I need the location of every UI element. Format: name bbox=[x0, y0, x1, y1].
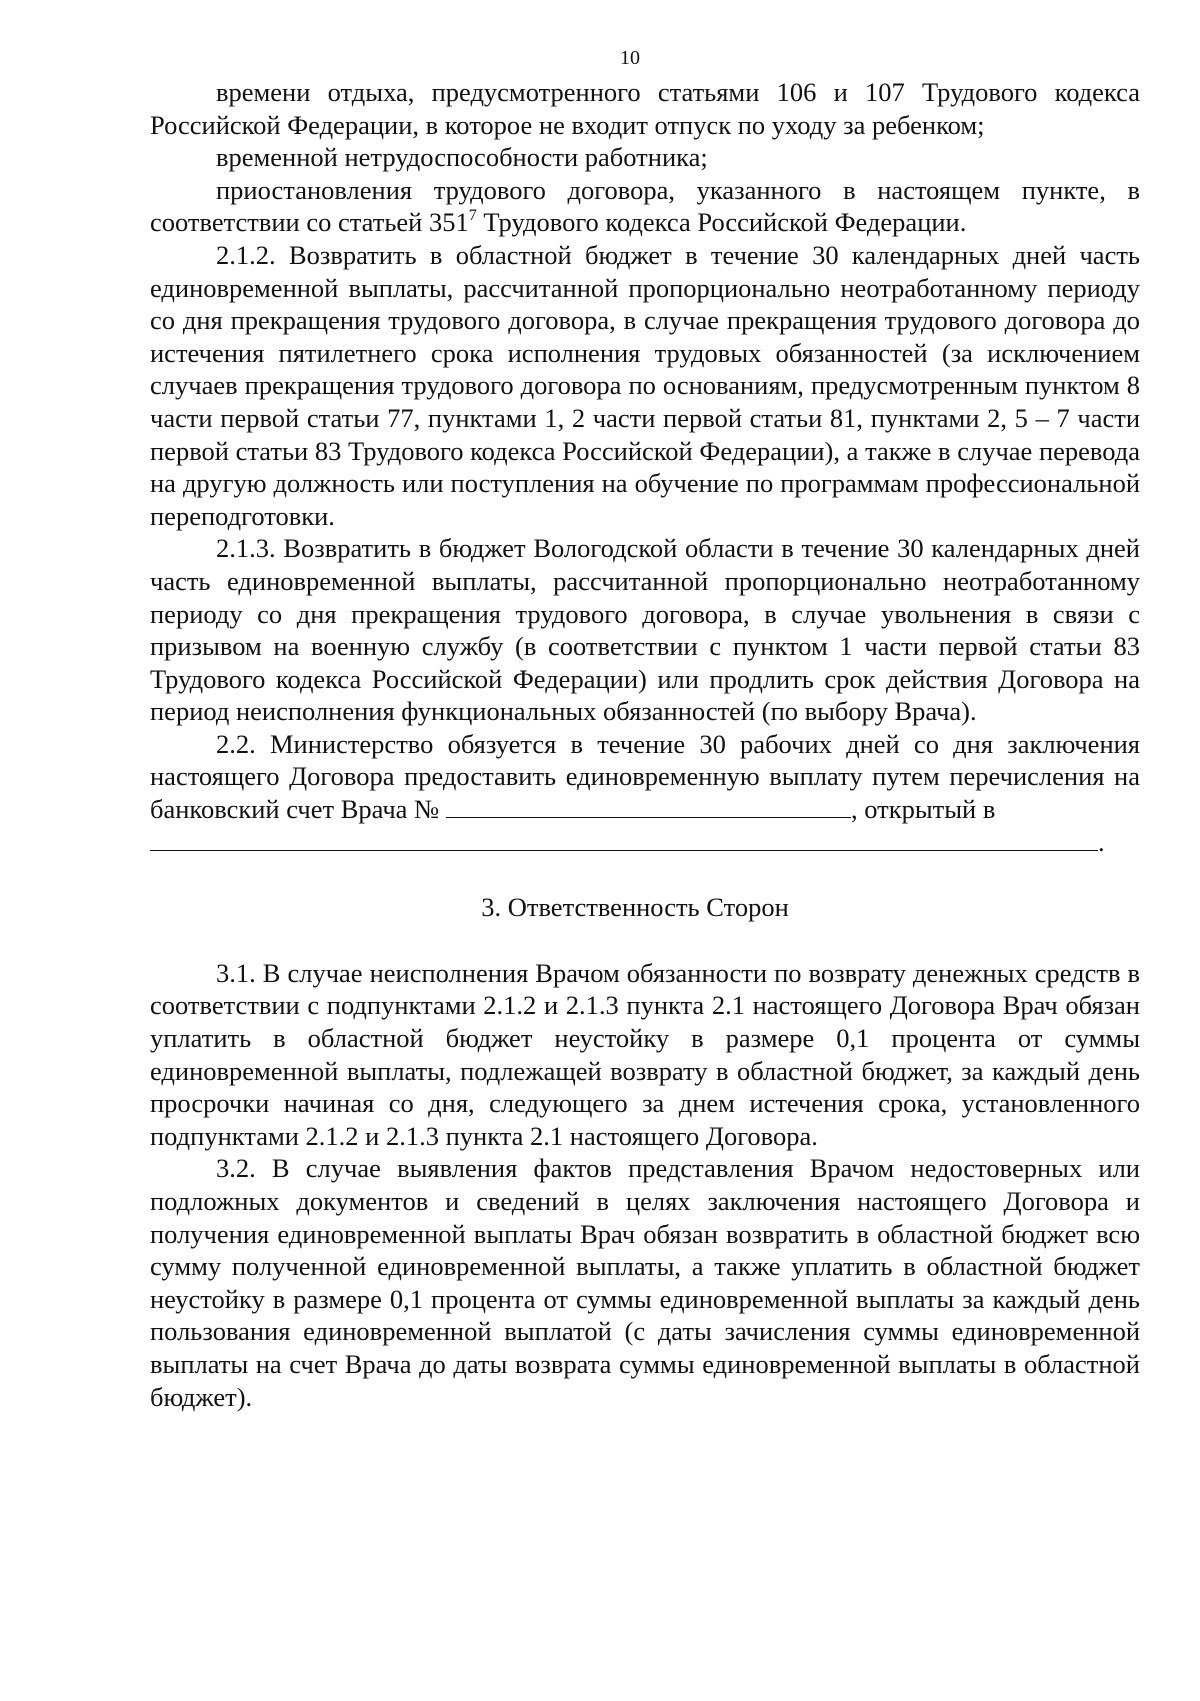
clause-2-1-3: 2.1.3. Возвратить в бюджет Вологодской области в течение 30 календарных дней часть единовременной выплаты, рассчитанной пропорционально неотработанному периоду со дня прекращения трудового договора, в случае увольнения в связи с призывом на военную службу (в соответствии с пунктом 1 части первой статьи 83 Трудового кодекса Российской Федерации) или продлить срок действия Договора на период неисполнения функциональных обязанностей (по выбору Врача). bbox=[150, 533, 1140, 727]
paragraph-suspension bbox=[150, 174, 1140, 239]
clause-2-2-text: 2.2. Министерство обязуется в течение 30 рабочих дней со дня заключения настоящего Договора предоставить единовременную выплату путем перечисления на банковский счет Врача № bbox=[150, 728, 1140, 825]
suspension-text-end: Трудового кодекса Российской Федерации. bbox=[476, 207, 967, 238]
clause-2-1-2: 2.1.2. Возвратить в областной бюджет в течение 30 календарных дней часть единовременной выплаты, рассчитанной пропорционально неотработанному периоду со дня прекращения трудового договора, в случае прекращения трудового договора до истечения пятилетнего срока исполнения трудовых обязанностей (за исключением случаев прекращения трудового договора по основаниям, предусмотренным пунктом 8 части первой статьи 77, пунктами 1, 2 части первой статьи 81, пунктами 2, 5 – 7 части первой статьи 83 Трудового кодекса Российской Федерации), а также в случае перевода на другую должность или поступления на обучение по программам профессиональной переподготовки. bbox=[150, 239, 1140, 531]
paragraph-rest-time: времени отдыха, предусмотренного статьями 106 и 107 Трудового кодекса Российской Федерации, в которое не входит отпуск по уходу за ребенком; bbox=[150, 77, 1140, 140]
clause-3-2: 3.2. В случае выявления фактов представления Врачом недостоверных или подложных документов и сведений в целях заключения настоящего Договора и получения единовременной выплаты Врач обязан возвратить в областной бюджет всю сумму полученной единовременной выплаты, а также уплатить в областной бюджет неустойку в размере 0,1 процента от суммы единовременной выплаты за каждый день пользования единовременной выплатой (с даты зачисления суммы единовременной выплаты на счет Врача до даты возврата суммы единовременной выплаты в областной бюджет). bbox=[150, 1153, 1140, 1412]
document-page bbox=[150, 40, 1140, 1413]
article-superscript: 7 bbox=[468, 206, 477, 224]
paragraph-temp-disability: временной нетрудоспособности работника; bbox=[216, 142, 708, 173]
clause-3-1: 3.1. В случае неисполнения Врачом обязанности по возврату денежных средств в соответствии с подпунктами 2.1.2 и 2.1.3 пункта 2.1 настоящего Договора Врач обязан уплатить в областной бюджет неустойку в размере 0,1 процента от суммы единовременной выплаты, подлежащей возврату в областной бюджет, за каждый день просрочки начиная со дня, следующего за днем истечения срока, установленного подпунктами 2.1.2 и 2.1.3 пункта 2.1 настоящего Договора. bbox=[150, 957, 1140, 1151]
bank-name-row bbox=[150, 826, 1140, 859]
page-number: 10 bbox=[620, 47, 640, 69]
suspension-text: приостановления трудового договора, указанного в настоящем пункте, в соответствии со статьей 351 bbox=[150, 174, 1140, 238]
bank-name-blank[interactable] bbox=[150, 828, 1098, 851]
bank-account-blank[interactable] bbox=[446, 795, 851, 818]
clause-2-2-end: . bbox=[1098, 826, 1105, 857]
clause-2-2-after-blank: , открытый в bbox=[850, 794, 996, 825]
section-3-title: 3. Ответственность Сторон bbox=[481, 892, 789, 923]
clause-2-2 bbox=[150, 728, 1140, 826]
